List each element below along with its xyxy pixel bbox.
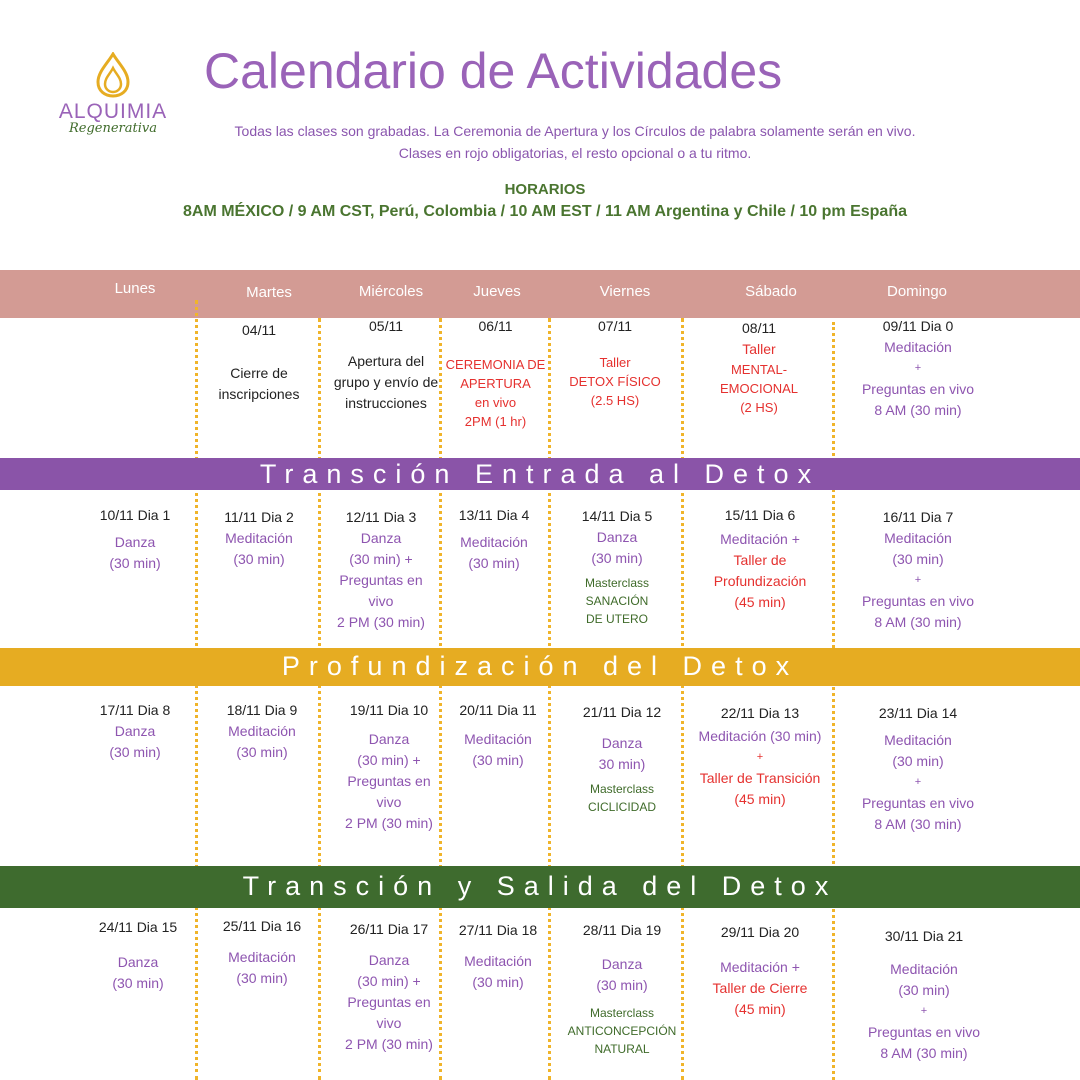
cell-date: 26/11 Dia 17	[349, 921, 429, 937]
cell-line: +	[914, 574, 922, 586]
subtitle-line-1: Todas las clases son grabadas. La Ceremonia de Apertura y los Círculos de palabra solamente serán en vivo.	[234, 123, 916, 139]
cell-line: (30 min)	[898, 982, 950, 998]
subtitle-line-2: Clases en rojo obligatorias, el resto opcional o a tu ritmo.	[398, 145, 752, 161]
cell-date: 23/11 Dia 14	[878, 705, 958, 721]
cell-line: (30 min) +	[357, 752, 421, 768]
cell-date: 04/11	[242, 322, 276, 338]
day-friday: Viernes	[599, 283, 651, 300]
calendar-cell	[200, 916, 324, 989]
calendar-cell	[70, 505, 200, 574]
cell-line: Preguntas en vivo	[861, 795, 975, 811]
cell-line: 8 AM (30 min)	[874, 614, 962, 630]
cell-line: Meditación	[460, 534, 528, 550]
cell-line: Danza	[368, 731, 410, 747]
cell-date: 13/11 Dia 4	[458, 507, 530, 523]
cell-line: Preguntas en vivo	[867, 1024, 981, 1040]
cell-line: (45 min)	[734, 791, 786, 807]
cell-line: Apertura del	[347, 353, 425, 369]
horarios-title: HORARIOS	[504, 181, 586, 198]
calendar-cell	[552, 920, 692, 1058]
cell-line: 2 PM (30 min)	[337, 614, 425, 630]
calendar-cell	[200, 320, 318, 405]
cell-line: Preguntas en vivo	[861, 593, 975, 609]
calendar-cell	[552, 506, 682, 628]
cell-line: (30 min)	[892, 753, 944, 769]
masterclass-line: ANTICONCEPCIÓN	[567, 1024, 677, 1038]
cell-date: 29/11 Dia 20	[720, 924, 800, 940]
cell-line: APERTURA	[460, 376, 531, 391]
day-wednesday: Miércoles	[358, 283, 424, 300]
cell-date: 08/11	[742, 320, 776, 336]
cell-date: 19/11 Dia 10	[349, 702, 429, 718]
cell-date: 05/11	[369, 318, 403, 334]
cell-line: vivo	[376, 1015, 402, 1031]
calendar-cell	[846, 926, 1002, 1064]
cell-date: 12/11 Dia 3	[345, 509, 417, 525]
cell-line: (30 min)	[236, 970, 288, 986]
cell-line: (30 min) +	[357, 973, 421, 989]
calendar-cell	[688, 318, 830, 417]
cell-line: (2 HS)	[740, 400, 778, 415]
cell-line: Taller de Transición	[699, 770, 821, 786]
calendar-cell	[200, 700, 324, 763]
cell-line: Preguntas en	[339, 572, 423, 588]
cell-line: grupo y envío de	[333, 374, 439, 390]
cell-line: +	[914, 362, 922, 374]
cell-line: MENTAL-	[730, 362, 788, 377]
cell-line: instrucciones	[345, 395, 427, 411]
cell-line: Danza	[114, 534, 156, 550]
calendar-cell	[838, 316, 998, 421]
cell-line: Danza	[360, 530, 402, 546]
flame-logo-icon	[95, 52, 131, 98]
cell-line: Meditación +	[720, 959, 800, 975]
cell-line: (30 min)	[472, 974, 524, 990]
cell-line: Danza	[368, 952, 410, 968]
cell-date: 06/11	[478, 318, 513, 334]
cell-date: 14/11 Dia 5	[581, 508, 653, 524]
cell-line: 30 min)	[598, 756, 646, 772]
calendar-cell	[686, 505, 834, 613]
cell-line: (2.5 HS)	[590, 393, 640, 408]
cell-line: Meditación +	[720, 531, 800, 547]
cell-date: 07/11	[598, 318, 632, 334]
cell-line: (30 min)	[596, 977, 648, 993]
cell-date: 17/11 Dia 8	[99, 702, 171, 718]
calendar-cell	[322, 507, 440, 633]
cell-line: +	[920, 1005, 928, 1017]
masterclass-line: Masterclass	[589, 782, 654, 796]
cell-line: Preguntas en	[347, 773, 431, 789]
calendar-cell	[70, 917, 206, 994]
cell-date: 09/11 Dia 0	[882, 318, 954, 334]
cell-line: Danza	[596, 529, 638, 545]
day-tuesday: Martes	[246, 284, 292, 301]
cell-line: Meditación	[884, 732, 952, 748]
cell-line: DETOX FÍSICO	[569, 374, 661, 389]
cell-date: 20/11 Dia 11	[459, 702, 537, 718]
cell-line: +	[756, 751, 764, 763]
cell-date: 24/11 Dia 15	[98, 919, 178, 935]
cell-line: Danza	[601, 956, 643, 972]
cell-line: inscripciones	[218, 386, 300, 402]
cell-line: (45 min)	[734, 1001, 786, 1017]
calendar-cell	[322, 919, 456, 1055]
cell-line: Taller	[742, 341, 776, 357]
cell-line: Cierre de	[230, 365, 288, 381]
cell-line: Meditación	[228, 723, 296, 739]
cell-line: Danza	[601, 735, 643, 751]
cell-line: Taller de	[733, 552, 787, 568]
cell-line: Meditación	[228, 949, 296, 965]
horarios-text: 8AM MÉXICO / 9 AM CST, Perú, Colombia / 10 AM EST / 11 AM Argentina y Chile / 10 pm España	[182, 203, 907, 220]
cell-date: 27/11 Dia 18	[458, 922, 538, 938]
cell-date: 18/11 Dia 9	[226, 702, 298, 718]
calendar-cell	[442, 505, 546, 574]
cell-line: 2 PM (30 min)	[345, 815, 433, 831]
cell-line: Taller	[599, 355, 631, 370]
logo-subword: Regenerativa	[68, 121, 157, 136]
phase-band-salida: Transción y Salida del Detox	[0, 866, 1080, 908]
cell-line: 8 AM (30 min)	[874, 816, 962, 832]
cell-line: 2PM (1 hr)	[464, 414, 527, 429]
masterclass-line: CICLICIDAD	[587, 800, 656, 814]
cell-line: Taller de Cierre	[712, 980, 808, 996]
cell-date: 28/11 Dia 19	[582, 922, 662, 938]
calendar-cell	[442, 920, 554, 993]
calendar-cell	[686, 703, 834, 810]
cell-line: 8 AM (30 min)	[880, 1045, 968, 1061]
cell-line: (30 min)	[591, 550, 643, 566]
cell-date: 22/11 Dia 13	[720, 705, 800, 721]
calendar-cell	[200, 507, 318, 570]
cell-date: 11/11 Dia 2	[224, 509, 294, 525]
calendar-cell	[322, 316, 450, 414]
masterclass-line: Masterclass	[589, 1006, 654, 1020]
cell-line: 2 PM (30 min)	[345, 1036, 433, 1052]
cell-date: 25/11 Dia 16	[222, 918, 302, 934]
cell-line: vivo	[368, 593, 394, 609]
cell-line: Danza	[114, 723, 156, 739]
cell-line: en vivo	[474, 395, 517, 410]
phase-band-entrada: Transción Entrada al Detox	[0, 458, 1080, 490]
cell-line: Meditación (30 min)	[698, 728, 822, 744]
cell-date: 30/11 Dia 21	[884, 928, 964, 944]
cell-line: 8 AM (30 min)	[874, 402, 962, 418]
cell-line: +	[914, 776, 922, 788]
cell-line: Meditación	[884, 339, 952, 355]
masterclass-line: DE UTERO	[585, 612, 648, 626]
cell-line: (30 min)	[472, 752, 524, 768]
cell-line: (45 min)	[734, 594, 786, 610]
calendar-cell	[838, 507, 998, 633]
masterclass-line: SANACIÓN	[585, 594, 649, 608]
cell-line: (30 min)	[236, 744, 288, 760]
cell-line: Meditación	[464, 953, 532, 969]
cell-date: 10/11 Dia 1	[99, 507, 171, 523]
calendar-cell	[70, 700, 200, 763]
day-sunday: Domingo	[886, 283, 948, 300]
cell-line: (30 min)	[109, 744, 161, 760]
day-thursday: Jueves	[473, 283, 521, 300]
cell-line: CEREMONIA DE	[445, 357, 546, 372]
cell-line: Danza	[117, 954, 159, 970]
cell-line: Profundización	[713, 573, 807, 589]
cell-line: Preguntas en vivo	[861, 381, 975, 397]
cell-line: Meditación	[225, 530, 293, 546]
masterclass-line: Masterclass	[584, 576, 649, 590]
cell-line: Meditación	[884, 530, 952, 546]
cell-date: 21/11 Dia 12	[582, 704, 662, 720]
cell-line: (30 min) +	[349, 551, 413, 567]
day-monday: Lunes	[114, 280, 156, 297]
masterclass-line: NATURAL	[594, 1042, 650, 1056]
cell-line: (30 min)	[468, 555, 520, 571]
cell-line: (30 min)	[892, 551, 944, 567]
calendar-cell	[322, 700, 456, 834]
calendar-cell	[838, 703, 998, 835]
cell-line: (30 min)	[109, 555, 161, 571]
logo-word: ALQUIMIA	[58, 100, 168, 123]
cell-date: 16/11 Dia 7	[882, 509, 954, 525]
calendar-cell	[442, 316, 549, 431]
phase-band-profundizacion: Profundización del Detox	[0, 648, 1080, 686]
calendar-cell	[552, 702, 692, 816]
day-saturday: Sábado	[745, 283, 797, 300]
calendar-cell	[552, 316, 678, 410]
calendar-cell	[686, 922, 834, 1020]
cell-line: vivo	[376, 794, 402, 810]
calendar-cell	[442, 700, 554, 771]
cell-line: (30 min)	[233, 551, 285, 567]
cell-line: Meditación	[890, 961, 958, 977]
cell-date: 15/11 Dia 6	[724, 507, 796, 523]
cell-line: Meditación	[464, 731, 532, 747]
cell-line: (30 min)	[112, 975, 164, 991]
cell-line: Preguntas en	[347, 994, 431, 1010]
cell-line: EMOCIONAL	[719, 381, 798, 396]
page-title: Calendario de Actividades	[204, 43, 783, 99]
